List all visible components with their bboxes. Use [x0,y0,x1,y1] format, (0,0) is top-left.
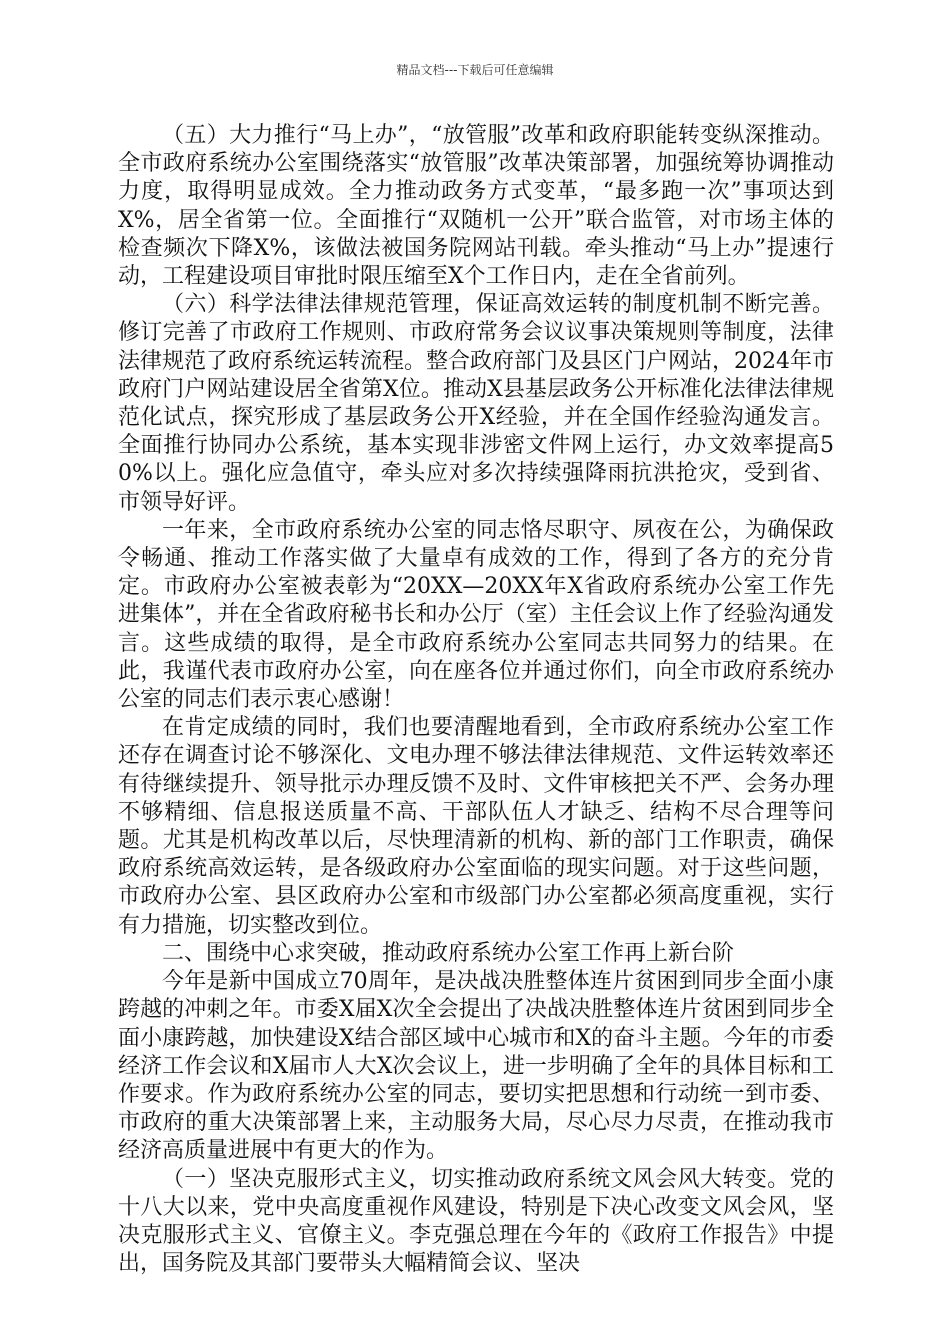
paragraph-standardized-management: （六）科学法律法律规范管理，保证高效运转的制度机制不断完善。修订完善了市政府工作规则、市政府常务会议议事决策规则等制度，法律法律规范了政府系统运转流程。整合政府部门及县区门户网站，2024年市政府门户网站建设居全省第X位。推动X县基层政务公开标准化法律法律规范化试点，探究形成了基层政务公开X经验，并在全国作经验沟通发言。全面推行协同办公系统，基本实现非涉密文件网上运行，办文效率提高50%以上。强化应急值守，牵头应对多次持续强降雨抗洪抢灾，受到省、市领导好评。 [118,292,834,515]
paragraph-this-year: 今年是新中国成立70周年，是决战决胜整体连片贫困到同步全面小康跨越的冲刺之年。市委X届X次全会提出了决战决胜整体连片贫困到同步全面小康跨越，加快建设X结合部区域中心城市和X的奋斗主题。今年的市委经济工作会议和X届市人大X次会议上，进一步明确了全年的具体目标和工作要求。作为政府系统办公室的同志，要切实把思想和行动统一到市委、市政府的重大决策部署上来，主动服务大局，尽心尽力尽责，在推动我市经济高质量进展中有更大的作为。 [118,969,834,1164]
document-body [118,122,834,1278]
section-heading-two: 二、围绕中心求突破，推动政府系统办公室工作再上新台阶 [162,940,735,966]
page-header: 精品文档---下载后可任意编辑 [396,63,554,77]
paragraph-year-review: 一年来，全市政府系统办公室的同志恪尽职守、夙夜在公，为确保政令畅通、推动工作落实做了大量卓有成效的工作，得到了各方的充分肯定。市政府办公室被表彰为“20XX—20XX年X省政府系统办公室工作先进集体”，并在全省政府秘书长和办公厅（室）主任会议上作了经验沟通发言。这些成绩的取得，是全市政府系统办公室同志共同努力的结果。在此，我谨代表市政府办公室，向在座各位并通过你们，向全市政府系统办公室的同志们表示衷心感谢！ [118,517,834,713]
paragraph-problems: 在肯定成绩的同时，我们也要清醒地看到，全市政府系统办公室工作还存在调查讨论不够深化、文电办理不够法律法律规范、文件运转效率还有待继续提升、领导批示办理反馈不及时、文件审核把关不严、会务办理不够精细、信息报送质量不高、干部队伍人才缺乏、结构不尽合理等问题。尤其是机构改革以后，尽快理清新的机构、新的部门工作职责，确保政府系统高效运转，是各级政府办公室面临的现实问题。对于这些问题，市政府办公室、县区政府办公室和市级部门办公室都必须高度重视，实行有力措施，切实整改到位。 [118,715,834,938]
paragraph-reform-streamlining: （五）大力推行“马上办”，“放管服”改革和政府职能转变纵深推动。全市政府系统办公室围绕落实“放管服”改革决策部署，加强统筹协调推动力度，取得明显成效。全力推动政务方式变革，“最多跑一次”事项达到X%，居全省第一位。全面推行“双随机一公开”联合监管，对市场主体的检查频次下降X%，该做法被国务院网站刊载。牵头推动“马上办”提速行动，工程建设项目审批时限压缩至X个工作日内，走在全省前列。 [118,123,834,290]
paragraph-against-formalism: （一）坚决克服形式主义，切实推动政府系统文风会风大转变。党的十八大以来，党中央高度重视作风建设，特别是下决心改变文风会风，坚决克服形式主义、官僚主义。李克强总理在今年的《政府工作报告》中提出，国务院及其部门要带头大幅精简会议、坚决 [118,1166,834,1277]
